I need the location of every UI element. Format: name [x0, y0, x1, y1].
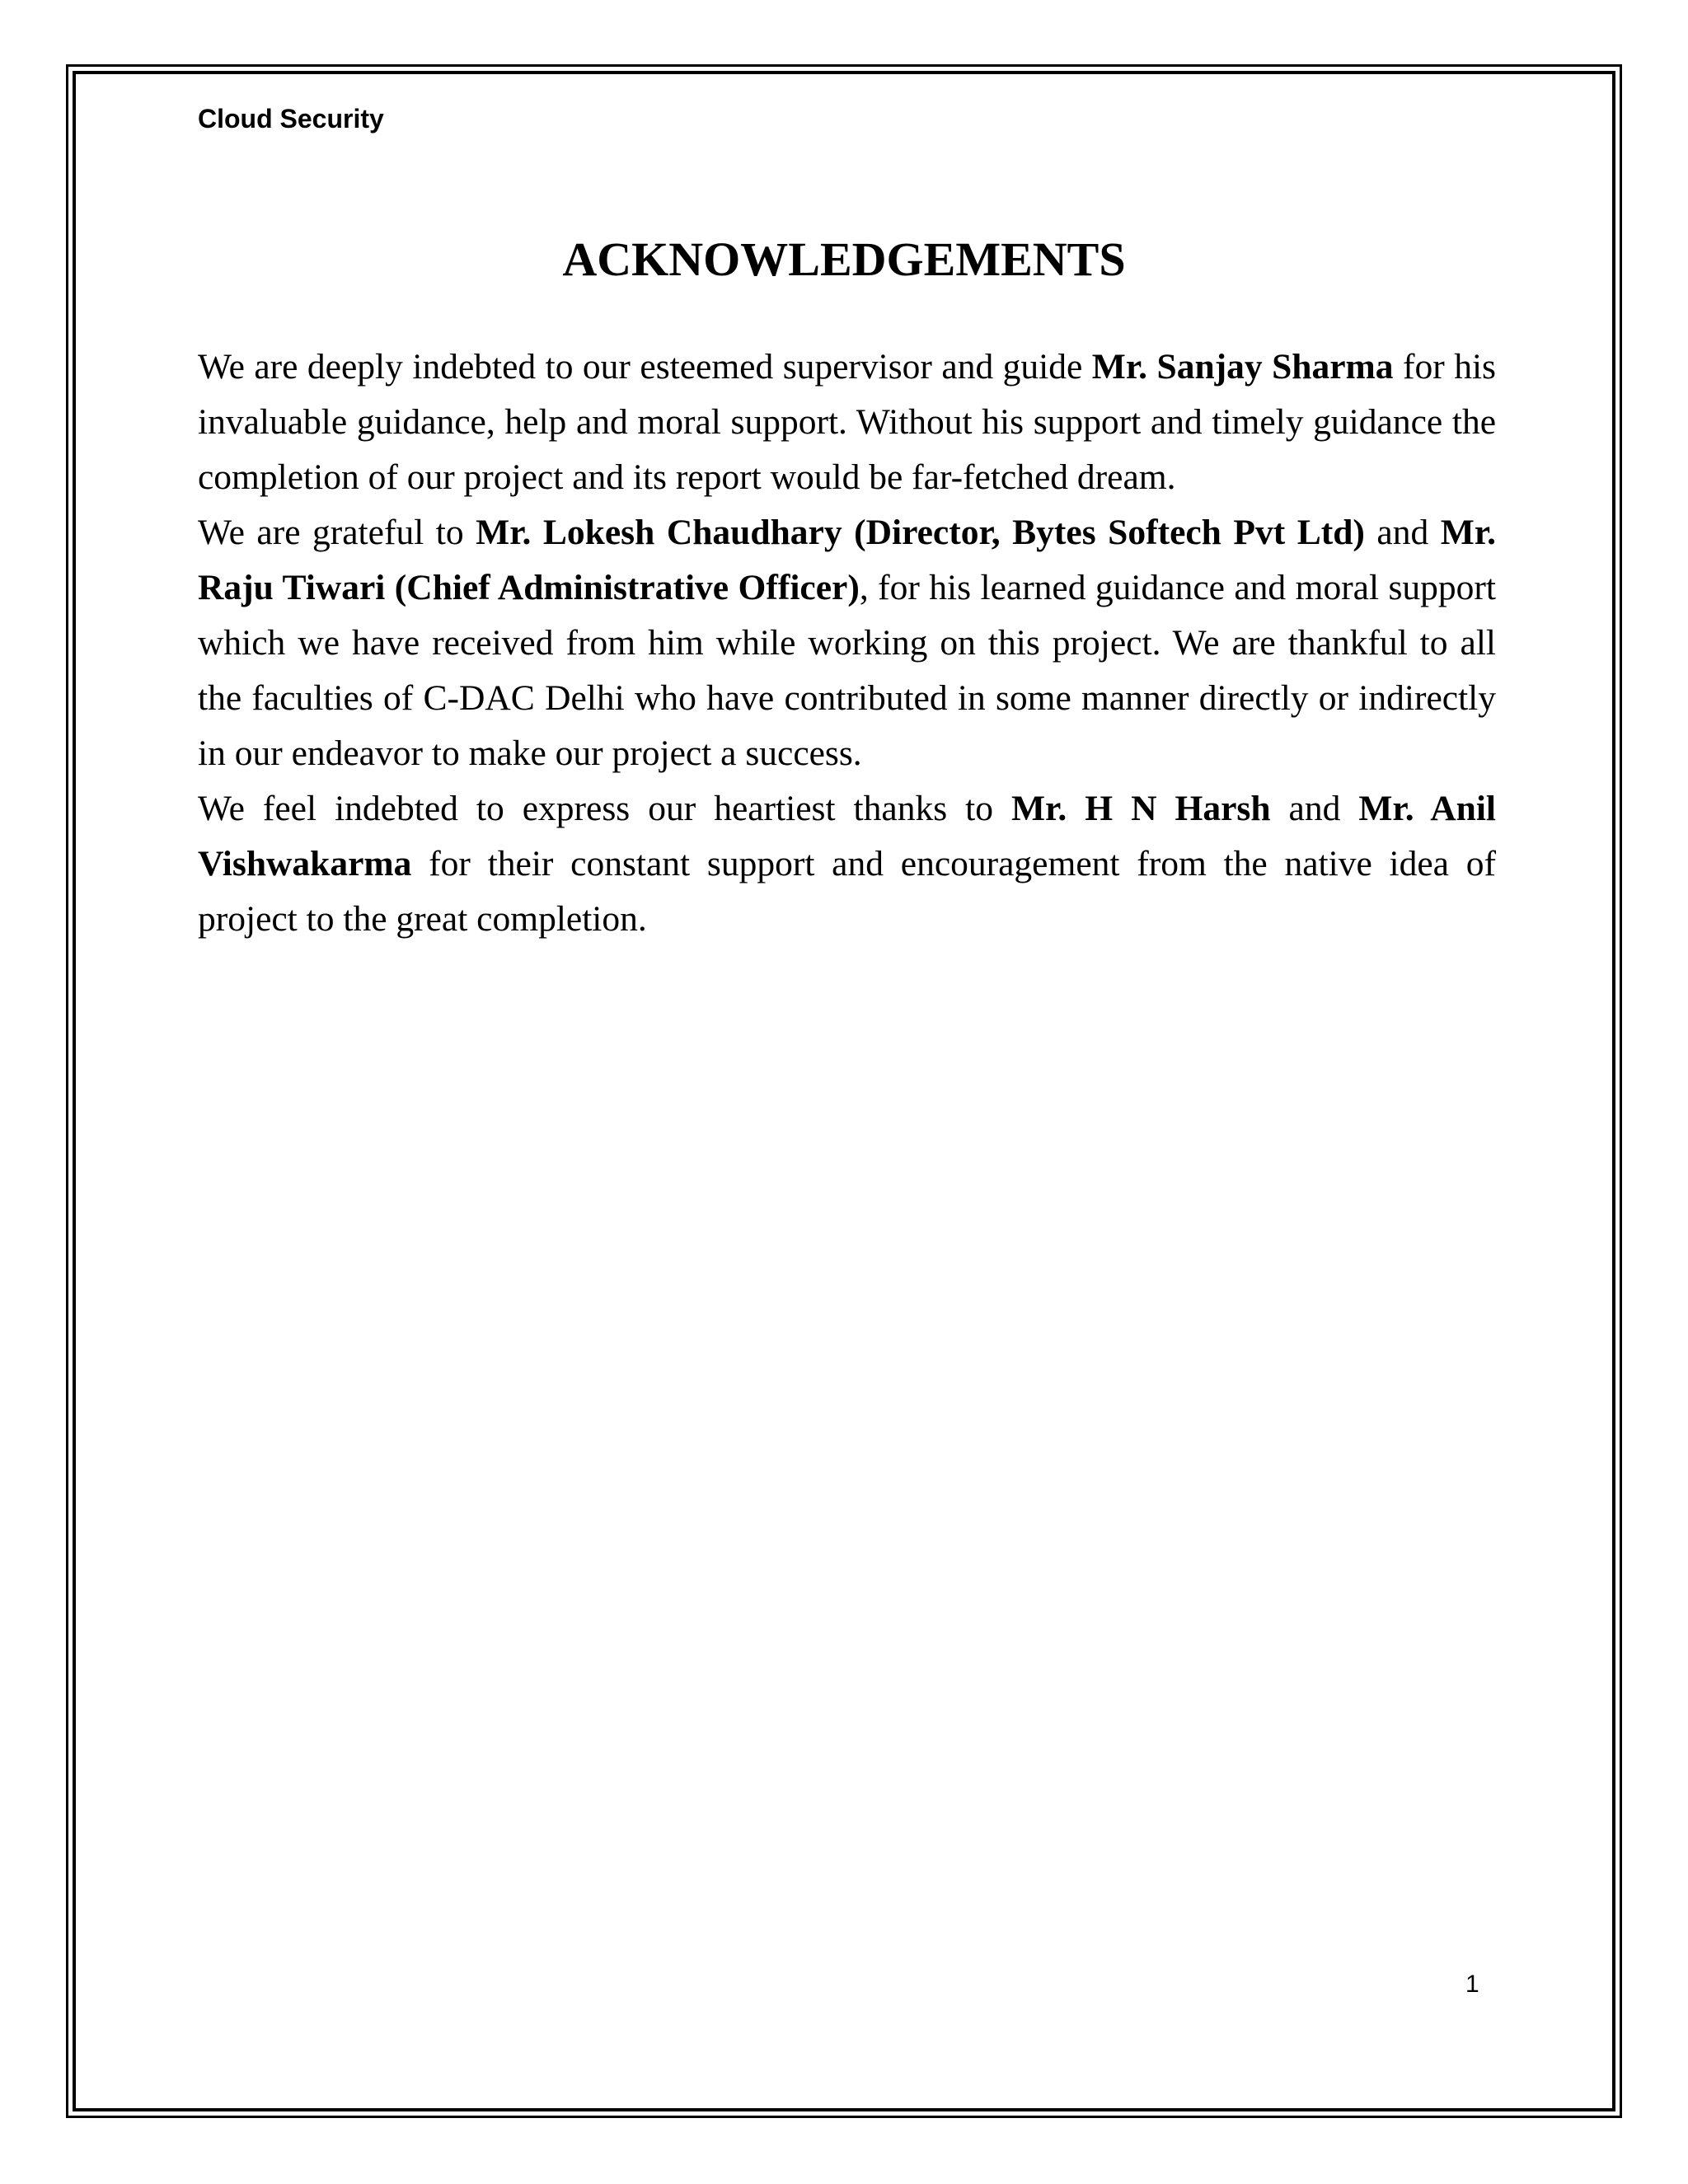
- name-administrative-officer: Mr. Raju Tiwari (Chief Administrative Officer): [198, 513, 1496, 607]
- paragraph-text: , for his learned guidance and moral support which we have received from him while working on this project. We are thankful to all the faculties of C-DAC Delhi who have contributed in some manner directly or indirectly in our endeavor to make our project a success.: [198, 568, 1497, 773]
- paragraph-thanks: [198, 781, 1496, 947]
- page-title: ACKNOWLEDGEMENTS: [562, 232, 1126, 286]
- paragraph-text: We are deeply indebted to our esteemed supervisor and guide: [198, 347, 1092, 387]
- name-vishwakarma: Mr. Anil Vishwakarma: [198, 789, 1497, 883]
- running-header: Cloud Security: [198, 104, 384, 134]
- paragraph-text: for their constant support and encouragement from the native idea of project to the great completion.: [198, 844, 1496, 939]
- name-harsh: Mr. H N Harsh: [1010, 789, 1271, 828]
- paragraph-text: and: [1364, 513, 1441, 552]
- name-supervisor: Mr. Sanjay Sharma: [1091, 347, 1394, 387]
- paragraph-supervisor: [198, 340, 1496, 505]
- paragraph-text: We are grateful to: [198, 513, 476, 552]
- acknowledgements-body: [198, 340, 1496, 947]
- paragraph-director: [198, 505, 1496, 781]
- page-number: 1: [1465, 1971, 1479, 1998]
- paragraph-text: We feel indebted to express our heartiest thanks to: [198, 789, 1011, 828]
- paragraph-text: for his invaluable guidance, help and moral support. Without his support and timely guidance the completion of our project and its report would be far-fetched dream.: [198, 347, 1496, 497]
- paragraph-text: and: [1270, 789, 1359, 828]
- name-director: Mr. Lokesh Chaudhary (Director, Bytes Softech Pvt Ltd): [476, 513, 1365, 552]
